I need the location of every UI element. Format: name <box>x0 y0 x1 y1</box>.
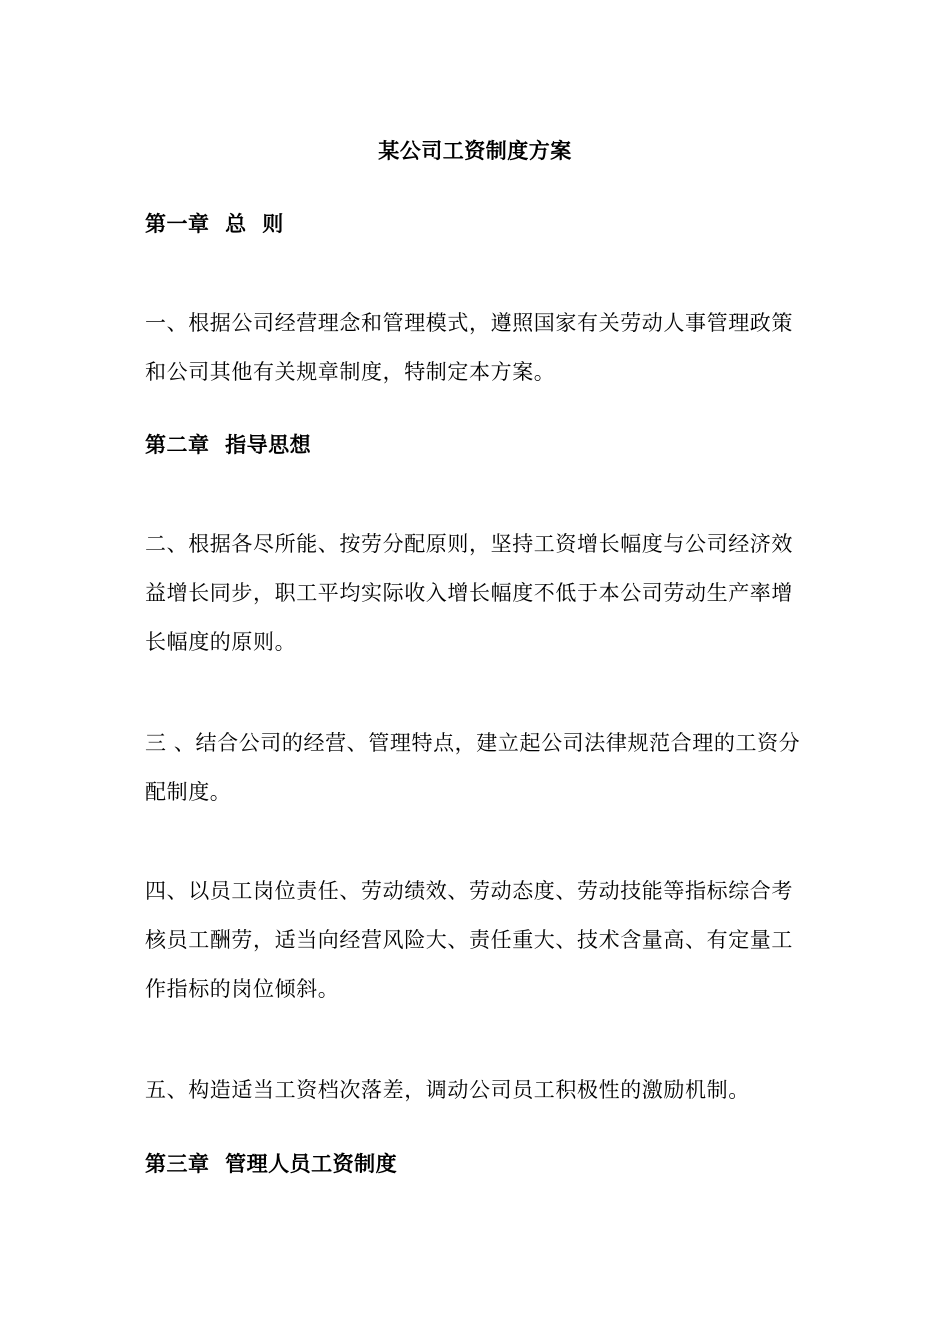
paragraph-1: 一、根据公司经营理念和管理模式，遵照国家有关劳动人事管理政策和公司其他有关规章制度，特制定本方案。 <box>145 311 793 384</box>
chapter-heading-1: 第一章 总 则 <box>145 211 284 236</box>
paragraph-4: 四、以员工岗位责任、劳动绩效、劳动态度、劳动技能等指标综合考核员工酬劳，适当向经营风险大、责任重大、技术含量高、有定量工作指标的岗位倾斜。 <box>145 879 793 1001</box>
paragraph-3: 三 、结合公司的经营、管理特点，建立起公司法律规范合理的工资分配制度。 <box>145 731 801 804</box>
chapter-heading-3: 第三章 管理人员工资制度 <box>145 1151 398 1176</box>
paragraph-2: 二、根据各尽所能、按劳分配原则，坚持工资增长幅度与公司经济效益增长同步，职工平均实际收入增长幅度不低于本公司劳动生产率增长幅度的原则。 <box>145 532 793 654</box>
document-title: 某公司工资制度方案 <box>378 138 572 163</box>
chapter-heading-2: 第二章 指导思想 <box>145 432 312 457</box>
paragraph-5: 五、构造适当工资档次落差，调动公司员工积极性的激励机制。 <box>145 1078 750 1102</box>
